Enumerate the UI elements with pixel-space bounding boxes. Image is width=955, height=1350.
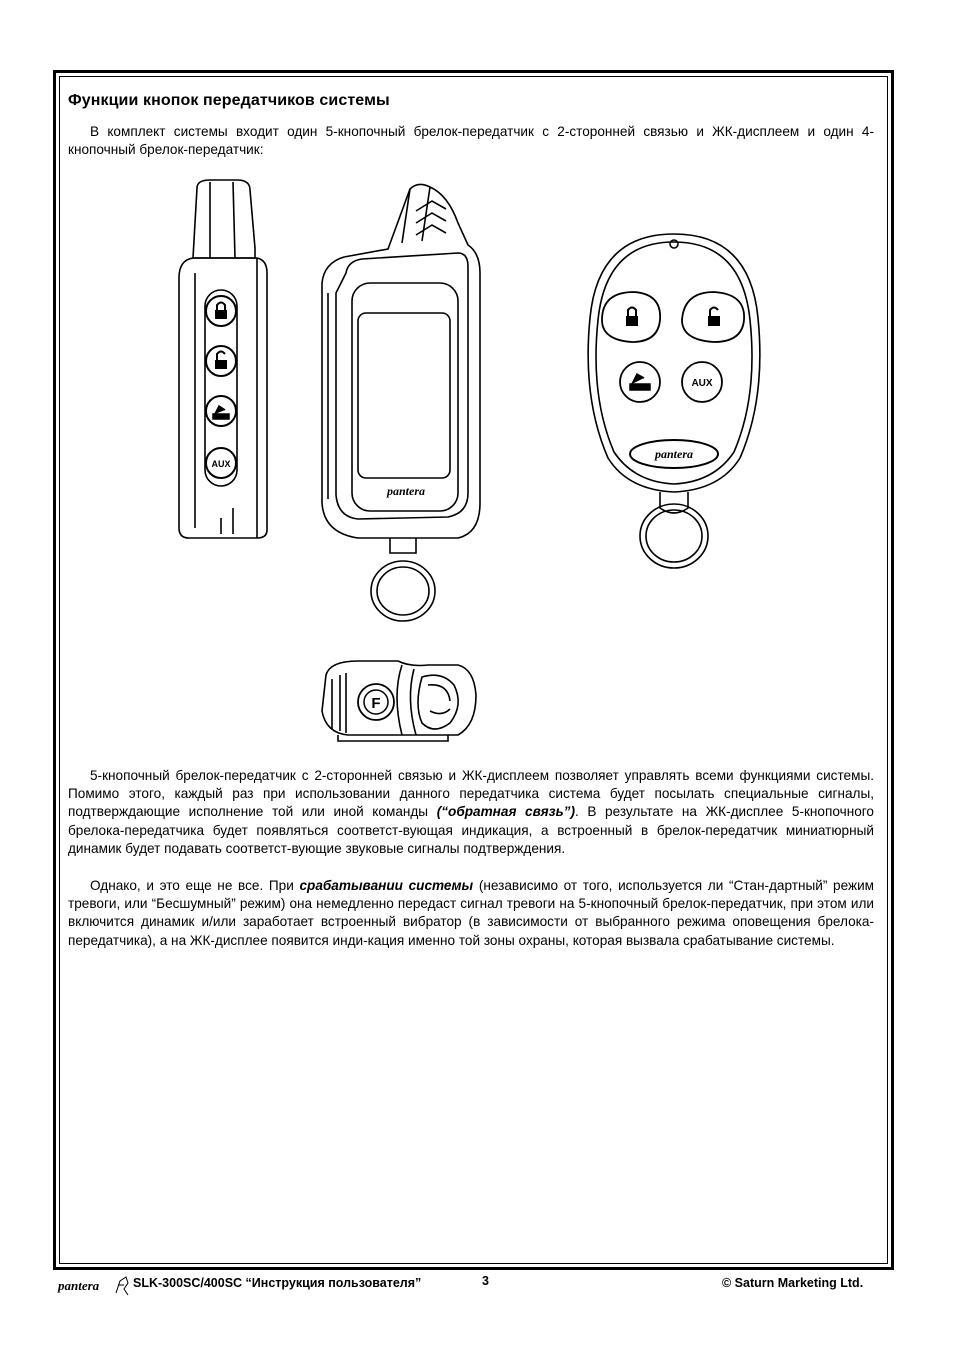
p1-emphasis: (“обратная связь”) xyxy=(436,804,575,820)
body-paragraph-1 xyxy=(68,767,874,858)
lock-button-icon xyxy=(602,292,660,342)
footer-copyright: © Saturn Marketing Ltd. xyxy=(722,1276,864,1290)
lock-button-icon xyxy=(206,296,236,326)
aux-label: AUX xyxy=(691,378,713,389)
footer-logo-text: pantera xyxy=(58,1278,100,1293)
p1-text-start: 5-кнопочный брелок-передатчик с 2-сторонней связью и ЖК-дисплеем позволяет управлять всеми функциями системы. Помимо этого, каждый раз при использовании данного передатчика система будет посылать специальные сигналы, подтверждающие исполнение той или иной команды xyxy=(68,768,874,820)
fob-front-logo: pantera xyxy=(386,484,426,498)
aux-label: AUX xyxy=(211,459,231,469)
intro-text: В комплект системы входит один 5-кнопочный брелок-передатчик с 2-сторонней связью и ЖК-дисплеем и один 4-кнопочный брелок-передатчик: xyxy=(68,124,874,158)
p2-text-start: Однако, и это еще не все. При xyxy=(90,878,300,893)
footer-logo xyxy=(56,1273,132,1297)
f-button xyxy=(358,684,394,720)
fob-small-buttons xyxy=(602,292,744,402)
fob-small-logo-badge xyxy=(630,440,718,468)
body-paragraph-2 xyxy=(68,877,874,950)
panther-icon xyxy=(116,1277,128,1295)
fob-front-view-illustration xyxy=(318,183,488,628)
p1-text-end: . В результате на ЖК-дисплее 5-кнопочного брелока-передатчика будет появляться соответст-вующая индикация, а встроенный в брелок-передатчик миниатюрный динамик будет подавать соответст-вующие звуковые сигналы подтверждения. xyxy=(68,804,874,856)
fob-small-logo: pantera xyxy=(654,447,694,461)
aux-button xyxy=(682,362,722,402)
trunk-button-icon xyxy=(206,396,236,426)
unlock-button-icon xyxy=(682,292,744,342)
trunk-button-icon xyxy=(620,362,660,402)
aux-button xyxy=(206,448,236,478)
section-title: Функции кнопок передатчиков системы xyxy=(68,92,390,109)
fob-top-view-illustration xyxy=(318,655,480,745)
p2-emphasis: срабатывании системы xyxy=(299,878,474,893)
fob-small-illustration xyxy=(580,228,770,578)
page-number: 3 xyxy=(482,1274,489,1288)
fob-side-buttons xyxy=(206,296,236,478)
intro-paragraph xyxy=(68,123,874,159)
f-button-label: F xyxy=(371,695,381,712)
fob-side-view-illustration xyxy=(175,178,275,540)
footer-title: SLK-300SC/400SC “Инструкция пользователя” xyxy=(133,1276,422,1290)
unlock-button-icon xyxy=(206,346,236,376)
p2-text-end: (независимо от того, используется ли “Стан-дартный” режим тревоги, или “Бесшумный” режим) она немедленно передаст сигнал тревоги на 5-кнопочный брелок-передатчик, при этом или включится динамик и/или заработает встроенный вибратор (в зависимости от выбранного режима оповещения брелока-передатчика), а на ЖК-дисплее появится инди-кация именно той зоны охраны, которая вызвала срабатывание системы. xyxy=(68,878,875,948)
